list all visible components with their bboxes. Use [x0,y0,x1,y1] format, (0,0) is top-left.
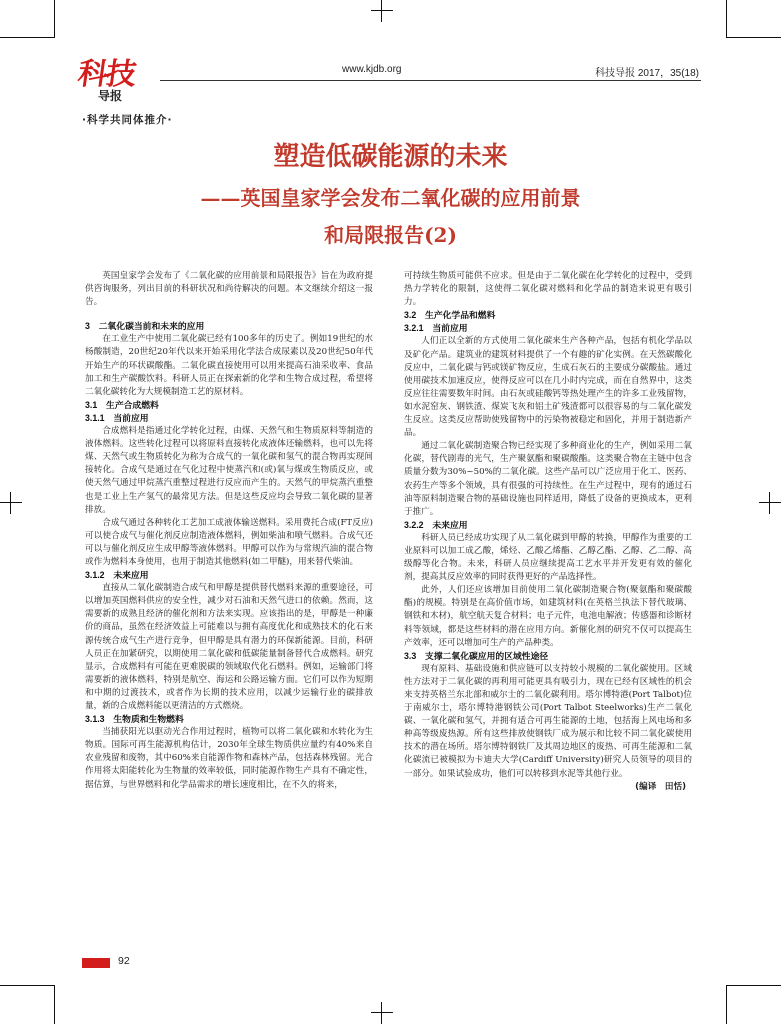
crop-mark [0,985,55,986]
column-tag: ·科学共同体推介· [82,114,173,126]
right-paragraph: 通过二氧化碳制造聚合物已经实现了多种商业化的生产，例如采用二氧化碳，替代剧毒的光气，生产聚氨酯和聚碳酸酯。这类聚合物在主链中包含质量分数为30%~50%的二氧化碳。这些产品可以广泛应用于化工、医药、农药生产等多个领域，具有很强的可持续性。在生产过程中，现有的通过石油等原料制造聚合物的基础设施也同样适用，降低了设备的更换成本，更利于推广。 [404,441,692,517]
translator-credit: (编译 田恬) [635,781,686,792]
left-section-heading: 3.1.3 生物质和生物燃料 [85,714,184,725]
right-paragraph: 可持续生物质可能供不应求。但是由于二氧化碳在化学转化的过程中，受到热力学转化的限制，这使得二氧化碳对燃料和化学品的制造来说更有吸引力。 [404,271,692,308]
crop-mark [726,37,781,38]
crop-mark [726,0,727,38]
article-subtitle-line2: 和局限报告(2) [324,223,457,247]
logo-sub-text: 导报 [98,89,123,103]
crop-mark [0,37,55,38]
left-paragraph: 在工业生产中使用二氧化碳已经有100多年的历史了。例如19世纪的水杨酸制造，20世纪20年代以来开始采用化学法合成尿素以及20世纪50年代开始生产的环状碳酸酯。二氧化碳直接使用可以用来提高石油采收率、食品加工和生产碳酸饮料。科研人员正在探索新的化学和生物合成过程，希望将二氧化碳转化为大规模制造工艺的原材料。 [85,334,373,397]
page-marker-bar [82,958,110,968]
journal-issue: 科技导报 2017，35(18) [595,68,699,79]
left-paragraph: 合成气通过各种转化工艺加工成液体输送燃料。采用费托合成(FT反应)可以使合成气与催化剂反应制造液体燃料，例如柴油和喷气燃料。合成气还可以与催化剂反应生成甲醇等液体燃料。甲醇可以作为与常规汽油的混合物或作为燃料本身使用，也用于制造其他燃料(如二甲醚)，用来替代柴油。 [85,517,373,567]
paragraph-gap [85,309,373,320]
registration-mark [759,492,781,514]
crop-mark [726,985,727,1024]
right-section-heading: 3.2.2 未来应用 [404,519,468,530]
right-paragraph: 科研人员已经成功实现了从二氧化碳到甲醇的转换，甲醇作为重要的工业原料可以加工成乙酸，烯烃、乙酸乙烯酯、乙醇乙酯、乙醇、乙二醇、高级醇等化合物。未来，科研人员应继续提高工艺水平并开发更有效的催化剂，提高其反应效率的同时获得更好的产品选择性。 [404,532,692,583]
page-number: 92 [118,955,130,967]
right-section-heading: 3.3 支撑二氧化碳应用的区域性途径 [404,650,549,661]
left-paragraph: 直接从二氧化碳制造合成气和甲醇是提供替代燃料来源的重要途径，可以增加英国燃料供应的安全性，减少对石油和天然气进口的依赖。然而，这需要新的成熟且经济的催化剂和方法来实现。应该指出的是，甲醇是一种廉价的商品，虽然在经济效益上可能难以与拥有高度优化和成熟技术的化石来源传统合成气生产进行竞争，但甲醇是具有潜力的环保新能源。目前，科研人员正在加紧研究，以期使用二氧化碳和低碳能量制备替代合成燃料。研究显示，合成燃料有可能在更难脱碳的领域取代化石燃料。例如，运输部门将需要新的液体燃料，特别是航空、海运和公路运输方面。它们可以作为短期和中期的过渡技术，或者作为长期的技术应用，以减少运输行业的碳排放量，新的合成燃料能以更清洁的方式燃烧。 [85,583,373,711]
article-subtitle: ——英国皇家学会发布二氧化碳的应用前景 [200,186,581,210]
left-column [85,270,373,792]
registration-mark [371,0,393,22]
crop-mark [726,985,781,986]
crop-mark [54,985,55,1024]
right-paragraph: 此外，人们还应该增加目前使用二氧化碳制造聚合物(聚氨酯和聚碳酸酯)的规模。特别是在高价值市场，如建筑材料(在英格兰执法下替代玻璃、钢铁和木材)，航空航天复合材料；电子元件，电池电解液；传感器和诊断材料等领域，都是这些材料的潜在应用方向。新催化剂的研究不仅可以提高生产效率，还可以增加可生产的产品种类。 [404,585,692,648]
article-title: 塑造低碳能源的未来 [273,142,508,172]
right-section-heading: 3.2 生产化学品和燃料 [404,310,496,321]
journal-logo [75,57,156,108]
registration-mark [0,492,22,514]
registration-mark [371,1002,393,1024]
left-section-heading: 3.1.1 当前应用 [85,412,149,423]
left-section-heading: 3.1 生产合成燃料 [85,399,159,410]
crop-mark [54,0,55,38]
right-paragraph: 人们正以全新的方式使用二氧化碳来生产各种产品，包括有机化学品以及矿化产品。建筑业的建筑材料提供了一个有趣的矿化实例。在天然碳酸化反应中，二氧化碳与钙或镁矿物反应，生成石灰石的主要成分碳酸盐。通过使用碳技术加速反应，使得反应可以在几小时内完成，而在自然界中，这类反应往往需要数年时间。由石灰或硅酸钙等热处理产生的许多工业残留物，如水泥窑灰、钢铁渣、煤炭飞灰和铝土矿残渣都可以很容易的与二氧化碳发生反应。这类反应帮助使残留物中的污染物被稳定和固化，并用于制造新产品。 [404,336,692,439]
left-paragraph: 当捕获阳光以驱动光合作用过程时，植物可以将二氧化碳和水转化为生物质。国际可再生能源机构估计，2030年全球生物质供应量约有40%来自农业残留和废物，其中60%来自能源作物和森林产品，包括森林残留。光合作用将太阳能转化为生物量的效率较低，同时能源作物生产具有不确定性，据估算，与世界燃料和化学品需求的增长速度相比，在不久的将来， [85,727,373,790]
logo-main-text: 科技 [75,57,137,92]
right-column [404,270,692,794]
left-paragraph: 英国皇家学会发布了《二氧化碳的应用前景和局限报告》旨在为政府提供咨询服务，列出目前的科研状况和尚待解决的问题。本文继续介绍这一报告。 [85,271,373,308]
right-section-heading: 3.2.1 当前应用 [404,323,468,334]
right-paragraph: 现有原料、基础设施和供应链可以支持较小规模的二氧化碳使用。区域性方法对于二氧化碳的再利用可能更具有吸引力，现在已经有区域性的机会来支持英格兰东北部和威尔士的二氧化碳利用。塔尔博特港(Port Talbot)位于南威尔士，塔尔博特港钢铁公司(Port Talbot Steelworks)生产二氧化碳、一氧化碳和氢气，并拥有适合可再生能源的土地，包括海上风电场和多种高等级废热源。所有这些排放使钢铁厂成为展示和比较不同二氧化碳使用技术的潜在场所。塔尔博特钢铁厂及其周边地区的废热、可再生能源和二氧化碳流已被模拟为卡迪夫大学(Cardiff University)研究人员领导的项目的一部分。如果试验成功，他们可以转移到水泥等其他行业。 [404,663,692,779]
left-section-heading: 3.1.2 未来应用 [85,570,149,581]
left-section-heading: 3 二氧化碳当前和未来的应用 [85,321,205,332]
left-paragraph: 合成燃料是指通过化学转化过程，由煤、天然气和生物质原料等制造的液体燃料。这些转化过程可以将原料直接转化成液体还输燃料，也可以先将煤、天然气或生物质转化为称为合成气的一氧化碳和氢气的混合物再实现间接转化。合成气是通过在气化过程中使蒸汽和(或)氧与煤或生物质反应，或使天然气通过甲烷蒸汽重整过程进行反应而产生的。天然气的甲烷蒸汽重整也是工业上生产氢气的最常见方法。但是这些反应均会导致二氧化碳的显著排放。 [85,426,373,515]
journal-url: www.kjdb.org [342,64,402,75]
header-divider [160,80,701,81]
